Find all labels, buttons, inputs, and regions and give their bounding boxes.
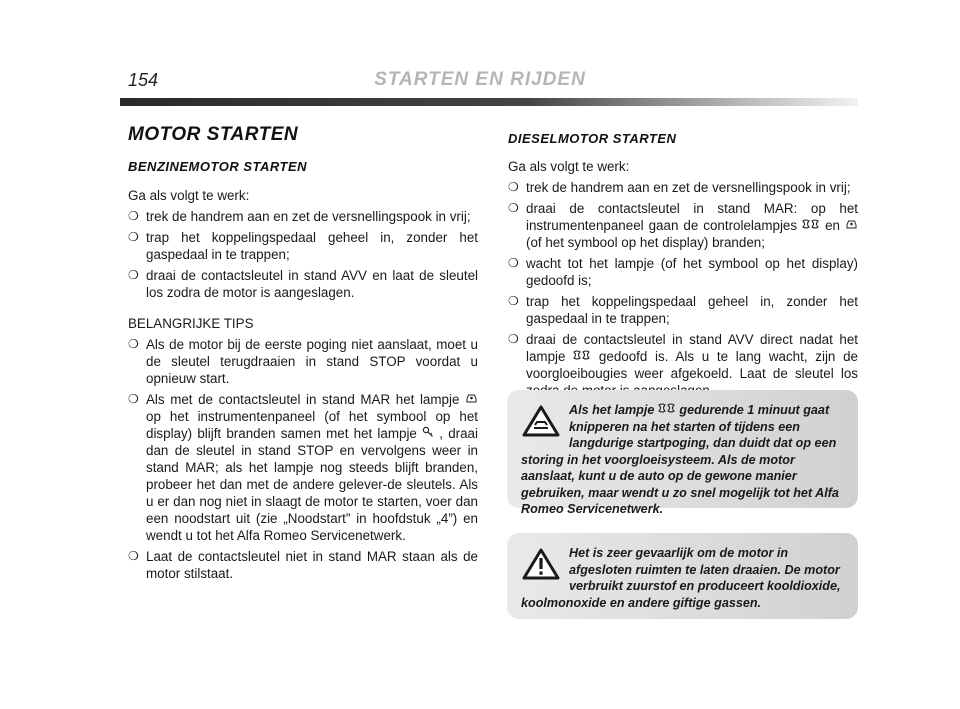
warning-2-text: Het is zeer gevaarlijk om de motor in afgesloten ruimten te laten draaien. De motor verbruikt zuurstof en produceert kooldioxide, koolmonoxide en andere giftige gassen.: [521, 546, 841, 610]
petrol-intro: Ga als volgt te werk:: [128, 188, 250, 203]
warning-triangle-icon: [521, 547, 561, 581]
petrol-start-title: BENZINEMOTOR STARTEN: [128, 159, 308, 174]
diesel-intro: Ga als volgt te werk:: [508, 159, 630, 174]
step2-text-c: (of het symbool op het display) branden;: [526, 235, 765, 250]
list-item: ❍ trek de handrem aan en zet de versnellingspook in vrij;: [508, 179, 858, 196]
step2-text-b: en: [825, 218, 840, 233]
tip2-text-c: , draai dan de sleutel in stand STOP en vervolgens weer in stand MAR; als het lampje nog steeds blijft branden, probeer het dan met de andere gelever-de sleutels. Als u er dan nog niet in slaagt de motor te starten, voer dan een noodstart uit (zie „Noodstart” in hoofdstuk „4”) en wendt u tot het Alfa Romeo Servicenetwerk.: [146, 426, 478, 543]
petrol-steps: [128, 208, 478, 301]
list-item: ❍ trap het koppelingspedaal geheel in, zonder het gaspedaal in te trappen;: [128, 229, 478, 263]
list-item: ❍ Laat de contactsleutel niet in stand MAR staan als de motor stilstaat.: [128, 548, 478, 582]
tip2-text-a: Als met de contactsleutel in stand MAR het lampje: [146, 392, 460, 407]
list-item: [128, 391, 478, 544]
section-title: MOTOR STARTEN: [128, 124, 299, 145]
warning-1-text-b: gedurende 1 minuut gaat knipperen na het starten of tijdens een langdurige startpoging, dan duidt dat op een storing in het voorgloeisysteem. Als de motor aanslaat, kunt u de auto op de gewone manier gebruiken, maar wendt u zo snel mogelijk tot het Alfa Romeo Servicenetwerk.: [521, 403, 839, 516]
running-head: STARTEN EN RIJDEN: [374, 69, 586, 90]
left-column: [128, 126, 478, 586]
glow-plug-icon: [802, 218, 825, 233]
glow-plug-icon: [573, 349, 599, 364]
step2-text-a: draai de contactsleutel in stand MAR: op het instrumentenpaneel gaan de controlelampjes: [526, 201, 858, 233]
right-column: [508, 126, 858, 403]
list-item: [508, 331, 858, 399]
tips-title: BELANGRIJKE TIPS: [128, 316, 254, 331]
list-item: ❍ wacht tot het lampje (of het symbool op het display) gedoofd is;: [508, 255, 858, 289]
warning-1-text-a: Als het lampje: [569, 403, 655, 417]
list-item: ❍ trek de handrem aan en zet de versnellingspook in vrij;: [128, 208, 478, 225]
tips-list: [128, 336, 478, 582]
list-item: [508, 200, 858, 251]
page-number: 154: [128, 70, 159, 90]
step5-text-a: draai de contactsleutel in stand AVV direct nadat het lampje: [526, 332, 858, 364]
glow-plug-icon: [658, 403, 680, 417]
diesel-start-title: DIESELMOTOR STARTEN: [508, 131, 677, 146]
list-item: ❍ Als de motor bij de eerste poging niet aanslaat, moet u de sleutel terugdraaien in stand STOP voordat u opnieuw start.: [128, 336, 478, 387]
list-item: ❍ draai de contactsleutel in stand AVV en laat de sleutel los zodra de motor is aangeslagen.: [128, 267, 478, 301]
immobilizer-car-icon: [845, 218, 858, 233]
warning-triangle-icon: [521, 404, 561, 438]
diesel-steps: [508, 179, 858, 399]
key-icon: [422, 426, 439, 441]
list-item: ❍ trap het koppelingspedaal geheel in, zonder het gaspedaal in te trappen;: [508, 293, 858, 327]
warning-box-exhaust: [507, 533, 858, 619]
immobilizer-car-icon: [465, 392, 478, 407]
step5-text-b: gedoofd is. Als u te lang wacht, zijn de voorgloeibougies weer afgekoeld. Laat de sleutel los: [526, 349, 858, 381]
tip2-text-b: op het instrumentenpaneel (of het symbool op het display) blijft branden samen met het lampje: [146, 409, 478, 441]
header-rule: [120, 98, 858, 106]
warning-box-glow-plug: [507, 390, 858, 516]
